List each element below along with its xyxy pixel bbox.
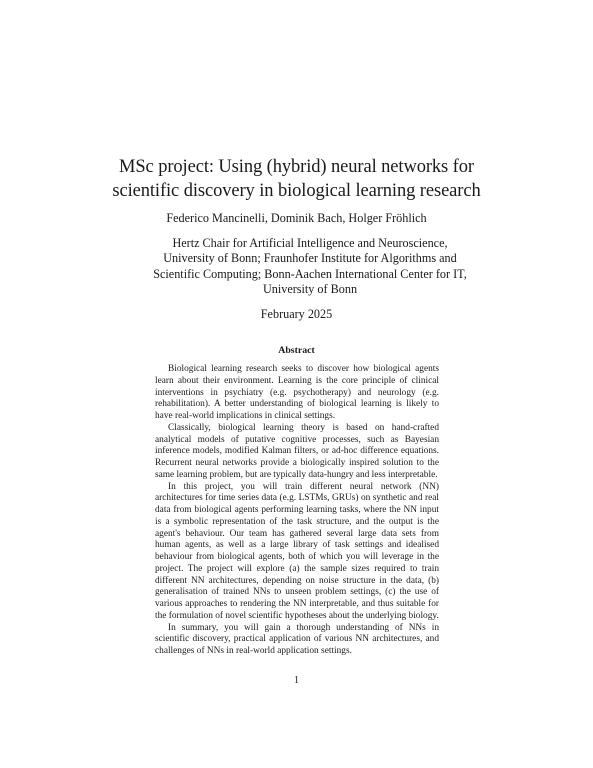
abstract-paragraph: Biological learning research seeks to discover how biological agents learn about their environment. Learning is the core principle of clinical interventions in psychiatry (e.g. psychotherapy) and neurology (e.g. rehabilitation). A better understanding of biological learning is likely to have real-world implications in clinical settings. (155, 364, 439, 421)
abstract-paragraph: In this project, you will train different neural network (NN) architectures for time series data (e.g. LSTMs, GRUs) on synthetic and real data from biological agents performing learning tasks, where the NN input is a symbolic representation of the task structure, and the output is the agent's behaviour. Our team has gathered several large data sets from human agents, as well as a large library of task settings and idealised behaviour from biological agents, both of which you will leverage in the project. The project will explore (a) the sample sizes required to train different NN architectures, depending on noise structure in the data, (b) generalisation of trained NNs to unseen problem settings, (c) the use of various approaches to rendering the NN interpretable, and thus suitable for the formulation of novel scientific hypotheses about the underlying biology. (155, 481, 439, 621)
document-title: MSc project: Using (hybrid) neural networks for scientific discovery in biological learning research (112, 157, 481, 201)
publication-date: February 2025 (260, 307, 333, 321)
abstract-paragraph: In summary, you will gain a thorough understanding of NNs in scientific discovery, practical application of various NN architectures, and challenges of NNs in real-world application settings. (155, 622, 439, 656)
abstract-paragraph: Classically, biological learning theory is based on hand-crafted analytical models of putative cognitive processes, such as Bayesian inference models, modified Kalman filters, or ad-hoc difference equations. Recurrent neural networks provide a biologically inspired solution to the same learning problem, but are typically data-hungry and less interpretable. (155, 422, 439, 480)
abstract-heading: Abstract (278, 345, 315, 356)
abstract-body (155, 364, 439, 658)
author-list: Federico Mancinelli, Dominik Bach, Holger Fröhlich (166, 211, 427, 225)
page-number: 1 (294, 675, 299, 686)
affiliation: Hertz Chair for Artificial Intelligence and Neuroscience, University of Bonn; Fraunhofer Institute for Algorithms and Scientific Computing; Bonn-Aachen International Center for IT, University of Bonn (153, 236, 467, 296)
